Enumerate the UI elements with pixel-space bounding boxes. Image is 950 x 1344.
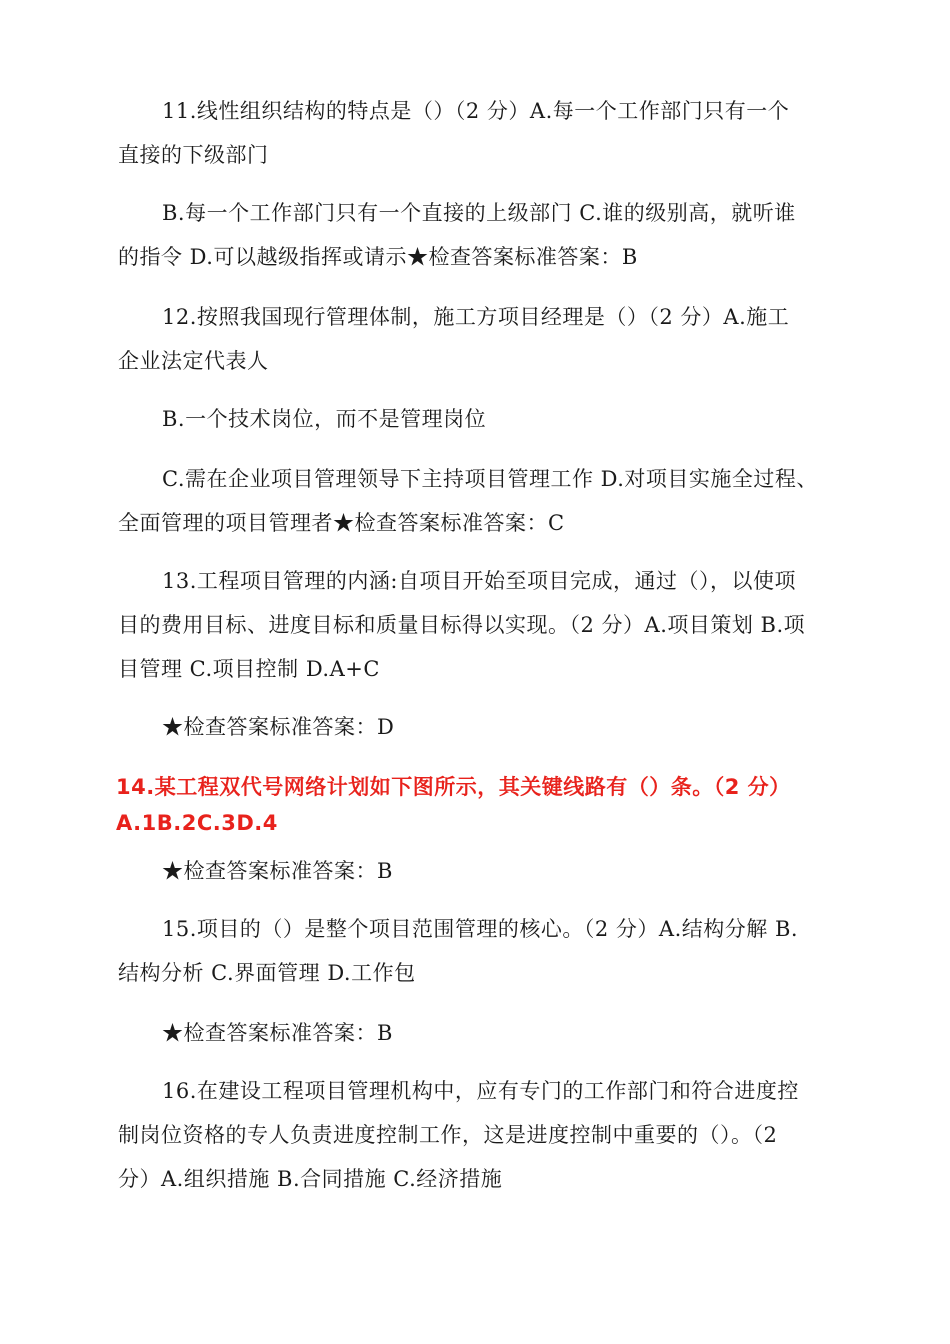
q13-line-3: 目管理 C.项目控制 D.A+C [118,657,380,681]
q15-line-1: 15.项目的（）是整个项目范围管理的核心。（2 分）A.结构分解 B. [162,917,799,941]
q13-line-2: 目的费用目标、进度目标和质量目标得以实现。（2 分）A.项目策划 B.项 [118,613,806,637]
q12-line-3: B.一个技术岗位，而不是管理岗位 [162,407,487,431]
q16-line-2: 制岗位资格的专人负责进度控制工作，这是进度控制中重要的（）。（2 [118,1123,778,1147]
q12-line-1: 12.按照我国现行管理体制，施工方项目经理是（）（2 分）A.施工 [162,305,790,329]
q16-line-1: 16.在建设工程项目管理机构中，应有专门的工作部门和符合进度控 [162,1079,799,1103]
q11-line-4: 的指令 D.可以越级指挥或请示★检查答案标准答案：B [118,245,638,269]
q12-line-2: 企业法定代表人 [118,349,269,373]
q14-line-2: A.1B.2C.3D.4 [116,811,278,835]
q15-line-2: 结构分析 C.界面管理 D.工作包 [118,961,416,985]
q13-line-1: 13.工程项目管理的内涵:自项目开始至项目完成，通过（），以使项 [162,569,796,593]
q14-answer: ★检查答案标准答案：B [162,859,393,883]
q12-line-5: 全面管理的项目管理者★检查答案标准答案：C [118,511,565,535]
q16-line-3: 分）A.组织措施 B.合同措施 C.经济措施 [118,1167,503,1191]
q11-line-2: 直接的下级部门 [118,143,269,167]
q11-line-1: 11.线性组织结构的特点是（）（2 分）A.每一个工作部门只有一个 [162,99,790,123]
q14-line-1: 14.某工程双代号网络计划如下图所示，其关键线路有（）条。（2 分） [116,775,791,799]
q15-answer: ★检查答案标准答案：B [162,1021,393,1045]
q12-line-4: C.需在企业项目管理领导下主持项目管理工作 D.对项目实施全过程、 [162,467,818,491]
q11-line-3: B.每一个工作部门只有一个直接的上级部门 C.谁的级别高，就听谁 [162,201,796,225]
q13-answer: ★检查答案标准答案：D [162,715,395,739]
